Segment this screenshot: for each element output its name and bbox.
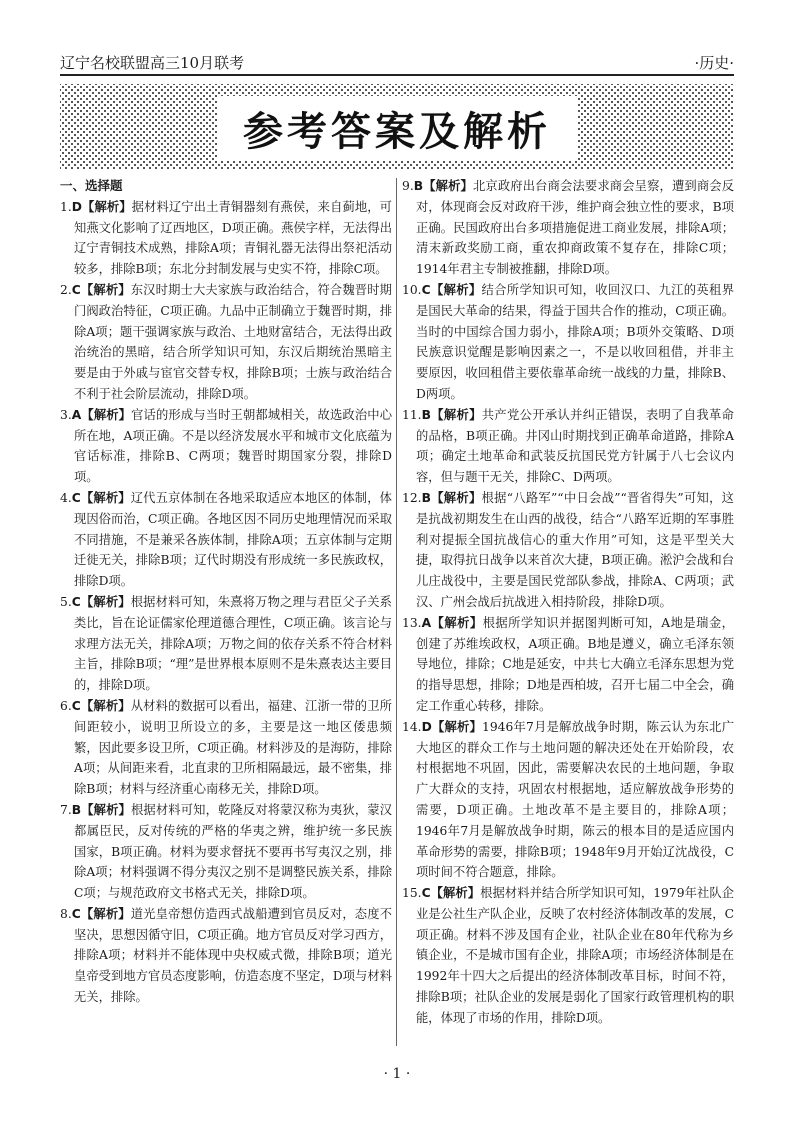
page-number: · 1 · bbox=[383, 1066, 411, 1082]
section-title: 一、选择题 bbox=[60, 178, 123, 193]
analysis-text: 根据材料可知，乾隆反对将蒙汉称为夷狄，蒙汉都属臣民，反对传统的严格的华夷之辨，维护统一多民族国家，B项正确。材料为要求督抚不要再书写夷汉之别，排除A项；材料强调不得分夷汉之别不是调整民族关系，排除C项；与规范政府文书格式无关，排除D项。 bbox=[74, 802, 392, 901]
analysis-text: 根据所学知识并据图判断可知，A地是瑞金，创建了苏维埃政权，A项正确。B地是遵义，确立毛泽东领导地位，排除；C地是延安，中共七大确立毛泽东思想为党的指导思想，排除；D地是西柏坡，召开七届二中全会，确定工作重心转移，排除。 bbox=[416, 615, 734, 713]
answer-item: 8.C【解析】道光皇帝想仿造西式战船遭到官员反对，态度不坚决，思想因循守旧，C项正确。地方官员反对学习西方，排除A项；材料并不能体现中央权威式微，排除B项；道光皇帝受到地方官员态度影响，仿造态度不坚定，D项与材料无关，排除。 bbox=[60, 906, 392, 1005]
analysis-tag: 【解析】 bbox=[80, 282, 131, 297]
answer-letter: C bbox=[71, 282, 81, 297]
analysis-tag: 【解析】 bbox=[80, 490, 131, 505]
analysis-tag: 【解析】 bbox=[81, 199, 132, 214]
answer-item: 10.C【解析】结合所学知识可知，收回汉口、九江的英租界是国民大革命的结果，得益于国共合作的推动，C项正确。当时的中国综合国力弱小，排除A项；B项外交策略、D项民族意识觉醒是影响因素之一，不是以收回租借，并非主要原因，收回租借主要依靠革命统一战线的力量，排除B、D两项。 bbox=[402, 282, 734, 401]
analysis-tag: 【解析】 bbox=[430, 490, 482, 505]
analysis-text: 根据材料并结合所学知识可知，1979年社队企业是公社生产队企业，反映了农村经济体制改革的发展，C项正确。材料不涉及国有企业，社队企业在80年代称为乡镇企业，不是城市国有企业，排除A项；市场经济体制是在1992年十四大之后提出的经济体制改革目标，时间不符，排除B项；社队企业的发展是弱化了国家行政管理机构的职能，体现了市场的作用，排除D项。 bbox=[416, 886, 734, 1025]
answer-letter: C bbox=[421, 282, 431, 297]
analysis-tag: 【解析】 bbox=[80, 594, 131, 609]
answer-letter: B bbox=[421, 407, 431, 422]
answer-letter: C bbox=[421, 886, 431, 901]
answer-item: 12.B【解析】根据“八路军”“中日会战”“晋省得失”可知，这是抗战初期发生在山西的战役，结合“八路军近期的军事胜利对提振全国抗战信心的重大作用”可知，这是平型关大捷，取得抗日战争以来首次大捷，B项正确。淞沪会战和台儿庄战役中，主要是国民党部队参战，排除A、C两项；武汉、广州会战后抗战进入相持阶段，排除D项。 bbox=[402, 490, 734, 609]
answer-item: 15.C【解析】根据材料并结合所学知识可知，1979年社队企业是公社生产队企业，反映了农村经济体制改革的发展，C项正确。材料不涉及国有企业，社队企业在80年代称为乡镇企业，不是城市国有企业，排除A项；市场经济体制是在1992年十四大之后提出的经济体制改革目标，时间不符，排除B项；社队企业的发展是弱化了国家行政管理机构的职能，体现了市场的作用，排除D项。 bbox=[402, 886, 734, 1025]
exam-title: 辽宁名校联盟高三10月联考 bbox=[60, 54, 245, 72]
analysis-tag: 【解析】 bbox=[430, 407, 482, 422]
answer-item: 7.B【解析】根据材料可知，乾隆反对将蒙汉称为夷狄，蒙汉都属臣民，反对传统的严格的华夷之辨，维护统一多民族国家，B项正确。材料为要求督抚不要再书写夷汉之别，排除A项；材料强调不得分夷汉之别不是调整民族关系，排除C项；与规范政府文书格式无关，排除D项。 bbox=[60, 802, 392, 901]
analysis-text: 辽代五京体制在各地采取适应本地区的体制，体现因俗而治，C项正确。各地区因不同历史地理情况而采取不同措施，不是兼采各族体制，排除A项；五京体制与定期迁徙无关，排除B项；辽代时期没有形成统一多民族政权，排除D项。 bbox=[74, 490, 392, 589]
analysis-text: 官话的形成与当时王朝都城相关，故选政治中心所在地，A项正确。不是以经济发展水平和城市文化底蕴为官话标准，排除B、C两项；魏晋时期国家分裂，排除D项。 bbox=[74, 407, 392, 485]
analysis-tag: 【解析】 bbox=[430, 282, 482, 297]
analysis-text: 1946年7月是解放战争时期，陈云认为东北广大地区的群众工作与土地问题的解决还处在开始阶段，农村根据地不巩固，因此，需要解决农民的土地问题，争取广大群众的支持，巩固农村根据地，适应解放战争形势的需要，D项正确。土地改革不是主要目的，排除A项；1946年7月是解放战争时期，陈云的根本目的是适应国内革命形势的需要，排除B项；1948年9月开始辽沈战役，C项时间不符合题意，排除。 bbox=[416, 719, 734, 880]
answer-item: 4.C【解析】辽代五京体制在各地采取适应本地区的体制，体现因俗而治，C项正确。各地区因不同历史地理情况而采取不同措施，不是兼采各族体制，排除A项；五京体制与定期迁徙无关，排除B项；辽代时期没有形成统一多民族政权，排除D项。 bbox=[60, 490, 392, 589]
analysis-tag: 【解析】 bbox=[431, 615, 483, 630]
analysis-text: 北京政府出台商会法要求商会呈察，遭到商会反对，体现商会反对政府干涉，维护商会独立性的要求，B项正确。民国政府出台多项措施促进工商业发展，排除A项；清末新政奖励工商，重农抑商政策不复存在，排除C项；1914年君主专制被推翻，排除D项。 bbox=[416, 179, 734, 277]
answer-letter: C bbox=[71, 906, 81, 921]
answer-letter: D bbox=[71, 199, 82, 214]
right-column bbox=[402, 176, 734, 1029]
answer-item: 3.A【解析】官话的形成与当时王朝都城相关，故选政治中心所在地，A项正确。不是以经济发展水平和城市文化底蕴为官话标准，排除B、C两项；魏晋时期国家分裂，排除D项。 bbox=[60, 407, 392, 485]
analysis-text: 东汉时期士大夫家族与政治结合，符合魏晋时期门阀政治特征，C项正确。九品中正制确立于魏晋时期，排除A项；题干强调家族与政治、土地财富结合，无法得出政治统治的黑暗，结合所学知识可知，东汉后期统治黑暗主要是由于外戚与宦官交替专权，排除B项；士族与政治结合不利于社会阶层流动，排除D项。 bbox=[74, 282, 392, 401]
column-divider bbox=[396, 178, 397, 1046]
answer-item: 2.C【解析】东汉时期士大夫家族与政治结合，符合魏晋时期门阀政治特征，C项正确。九品中正制确立于魏晋时期，排除A项；题干强调家族与政治、土地财富结合，无法得出政治统治的黑暗，结合所学知识可知，东汉后期统治黑暗主要是由于外戚与宦官交替专权，排除B项；士族与政治结合不利于社会阶层流动，排除D项。 bbox=[60, 282, 392, 401]
answer-item: 6.C【解析】从材料的数据可以看出，福建、江浙一带的卫所间距较小，说明卫所设立的多，主要是这一地区倭患频繁，因此要多设卫所，C项正确。材料涉及的是海防，排除A项；从间距来看，北直隶的卫所相隔最远，最不密集，排除B项；材料与经济重心南移无关，排除D项。 bbox=[60, 698, 392, 797]
answer-letter: C bbox=[71, 698, 81, 713]
analysis-tag: 【解析】 bbox=[81, 802, 131, 817]
analysis-text: 结合所学知识可知，收回汉口、九江的英租界是国民大革命的结果，得益于国共合作的推动，C项正确。当时的中国综合国力弱小，排除A项；B项外交策略、D项民族意识觉醒是影响因素之一，不是以收回租借，并非主要原因，收回租借主要依靠革命统一战线的力量，排除B、D两项。 bbox=[416, 282, 734, 401]
analysis-tag: 【解析】 bbox=[423, 179, 473, 193]
analysis-text: 根据材料可知，朱熹将万物之理与君臣父子关系类比，旨在论证儒家伦理道德合理性，C项正确。该言论与求理方法无关，排除A项；万物之间的依存关系不符合材料主旨，排除B项；“理”是世界根本原则不是朱熹表达主要目的，排除D项。 bbox=[74, 594, 392, 693]
answer-letter: B bbox=[421, 490, 431, 505]
answer-letter: B bbox=[413, 179, 424, 193]
banner-title: 参考答案及解析 bbox=[217, 96, 577, 161]
analysis-text: 据材料辽宁出土青铜器刻有燕侯，来自蓟地，可知燕文化影响了辽西地区，D项正确。燕侯字样，无法得出辽宁青铜技术成熟，排除A项；青铜礼器无法得出祭祀活动较多，排除B项；东北分封制发展与史实不符，排除C项。 bbox=[74, 199, 392, 277]
title-banner bbox=[60, 84, 734, 170]
answer-item: 13.A【解析】根据所学知识并据图判断可知，A地是瑞金，创建了苏维埃政权，A项正确。B地是遵义，确立毛泽东领导地位，排除；C地是延安，中共七大确立毛泽东思想为党的指导思想，排除；D地是西柏坡，召开七届二中全会，确定工作重心转移，排除。 bbox=[402, 615, 734, 713]
header-rule bbox=[60, 74, 734, 76]
analysis-text: 根据“八路军”“中日会战”“晋省得失”可知，这是抗战初期发生在山西的战役，结合“八路军近期的军事胜利对提振全国抗战信心的重大作用”可知，这是平型关大捷，取得抗日战争以来首次大捷，B项正确。淞沪会战和台儿庄战役中，主要是国民党部队参战，排除A、C两项；武汉、广州会战后抗战进入相持阶段，排除D项。 bbox=[416, 490, 734, 609]
analysis-tag: 【解析】 bbox=[431, 719, 483, 734]
answer-letter: C bbox=[71, 594, 81, 609]
answer-item: 5.C【解析】根据材料可知，朱熹将万物之理与君臣父子关系类比，旨在论证儒家伦理道德合理性，C项正确。该言论与求理方法无关，排除A项；万物之间的依存关系不符合材料主旨，排除B项；“理”是世界根本原则不是朱熹表达主要目的，排除D项。 bbox=[60, 594, 392, 693]
analysis-tag: 【解析】 bbox=[80, 698, 131, 713]
answer-item: 9.B【解析】北京政府出台商会法要求商会呈察，遭到商会反对，体现商会反对政府干涉，维护商会独立性的要求，B项正确。民国政府出台多项措施促进工商业发展，排除A项；清末新政奖励工商，重农抑商政策不复存在，排除C项；1914年君主专制被推翻，排除D项。 bbox=[402, 179, 734, 277]
analysis-text: 道光皇帝想仿造西式战船遭到官员反对，态度不坚决，思想因循守旧，C项正确。地方官员反对学习西方，排除A项；材料并不能体现中央权威式微，排除B项；道光皇帝受到地方官员态度影响，仿造态度不坚定，D项与材料无关，排除。 bbox=[74, 906, 392, 1005]
analysis-tag: 【解析】 bbox=[80, 906, 131, 921]
analysis-text: 共产党公开承认并纠正错误，表明了自我革命的品格，B项正确。井冈山时期找到正确革命道路，排除A项；确定土地革命和武装反抗国民党方针属于八七会议内容，但与题干无关，排除C、D两项。 bbox=[416, 407, 734, 485]
answer-letter: A bbox=[421, 615, 432, 630]
analysis-tag: 【解析】 bbox=[81, 407, 132, 422]
answer-letter: A bbox=[71, 407, 82, 422]
left-column bbox=[60, 176, 392, 1008]
analysis-tag: 【解析】 bbox=[430, 886, 481, 901]
subject-label: ·历史· bbox=[694, 54, 734, 72]
answer-letter: B bbox=[71, 802, 82, 817]
answer-item: 1.D【解析】据材料辽宁出土青铜器刻有燕侯，来自蓟地，可知燕文化影响了辽西地区，D项正确。燕侯字样，无法得出辽宁青铜技术成熟，排除A项；青铜礼器无法得出祭祀活动较多，排除B项；东北分封制发展与史实不符，排除C项。 bbox=[60, 199, 392, 277]
answer-letter: D bbox=[421, 719, 432, 734]
answer-letter: C bbox=[71, 490, 81, 505]
answer-item: 14.D【解析】1946年7月是解放战争时期，陈云认为东北广大地区的群众工作与土地问题的解决还处在开始阶段，农村根据地不巩固，因此，需要解决农民的土地问题，争取广大群众的支持，巩固农村根据地，适应解放战争形势的需要，D项正确。土地改革不是主要目的，排除A项；1946年7月是解放战争时期，陈云的根本目的是适应国内革命形势的需要，排除B项；1948年9月开始辽沈战役，C项时间不符合题意，排除。 bbox=[402, 719, 734, 880]
page-header bbox=[60, 50, 734, 72]
analysis-text: 从材料的数据可以看出，福建、江浙一带的卫所间距较小，说明卫所设立的多，主要是这一地区倭患频繁，因此要多设卫所，C项正确。材料涉及的是海防，排除A项；从间距来看，北直隶的卫所相隔最远，最不密集，排除B项；材料与经济重心南移无关，排除D项。 bbox=[74, 698, 392, 797]
answer-item: 11.B【解析】共产党公开承认并纠正错误，表明了自我革命的品格，B项正确。井冈山时期找到正确革命道路，排除A项；确定土地革命和武装反抗国民党方针属于八七会议内容，但与题干无关，排除C、D两项。 bbox=[402, 407, 734, 485]
